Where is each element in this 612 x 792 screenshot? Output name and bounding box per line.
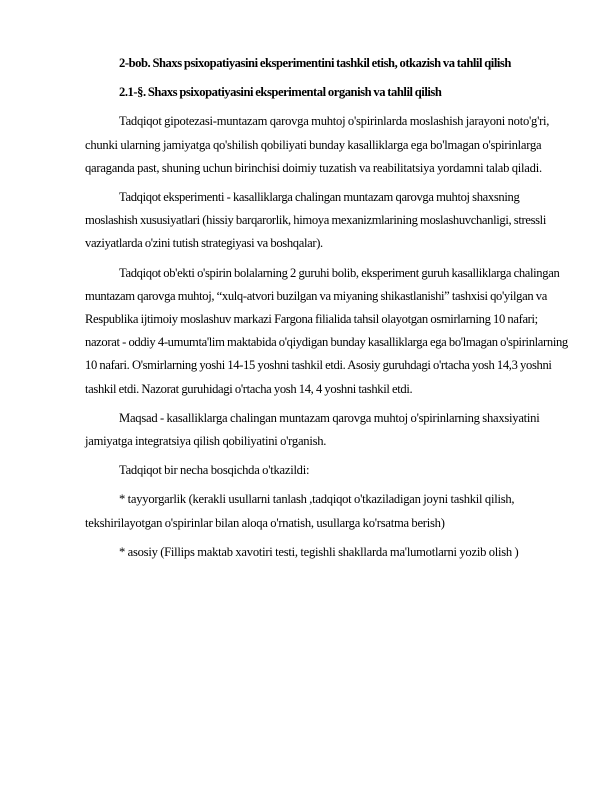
document-page (85, 52, 573, 570)
section-heading: 2.1-§. Shaxs psixopatiyasini eksperimental organish va tahlil qilish (119, 85, 442, 100)
paragraph-object: Tadqiqot ob'ekti o'spirin bolalarning 2 guruhi bolib, eksperiment guruh kasalliklarga chalingan muntazam qarovga muhtoj, “xulq-atvori buzilgan va miyaning shikastlanishi” tashxisi qo'yilgan va Respublika ijtimoiy moslashuv markazi Fargona filialida tahsil olayotgan osmirlarning 10 nafari; nazorat - oddiy 4-umumta'lim maktabida o'qiydigan bunday kasalliklarga ega bo'lmagan o'spirinlarning 10 nafari. O'smirlarning yoshi 14-15 yoshni tashkil etdi. Asosiy guruhdagi o'rtacha yosh 14,3 yoshni tashkil etdi. Nazorat guruhidagi o'rtacha yosh 14, 4 yoshni tashkil etdi. (85, 265, 568, 396)
paragraph-experiment: Tadqiqot eksperimenti - kasalliklarga chalingan muntazam qarovga muhtoj shaxsning moslashish xususiyatlari (hissiy barqarorlik, himoya mexanizmlarining moslashuvchanligi, stressli vaziyatlarda o'zini tutish strategiyasi va boshqalar). (85, 190, 546, 251)
paragraph-stage-preparation: * tayyorgarlik (kerakli usullarni tanlash ,tadqiqot o'tkaziladigan joyni tashkil qilish, tekshirilayotgan o'spirinlar bilan aloqa o'rnatish, usullarga ko'rsatma berish) (85, 492, 515, 530)
paragraph-hypothesis: Tadqiqot gipotezasi-muntazam qarovga muhtoj o'spirinlarda moslashish jarayoni noto'g'ri, chunki ularning jamiyatga qo'shilish qobiliyati bunday kasalliklarga ega bo'lmagan o'spirinlarga qaraganda past, shuning uchun birinchisi doimiy tuzatish va reabilitatsiya yordamni talab qiladi. (85, 114, 550, 175)
paragraph-goal: Maqsad - kasalliklarga chalingan muntazam qarovga muhtoj o'spirinlarning shaxsiyatini jamiyatga integratsiya qilish qobiliyatini o'rganish. (85, 410, 540, 449)
paragraph-stages-intro: Tadqiqot bir necha bosqichda o'tkazildi: (119, 463, 310, 478)
paragraph-stage-main: * asosiy (Fillips maktab xavotiri testi, tegishli shakllarda ma'lumotlarni yozib olish ) (119, 544, 519, 559)
chapter-heading: 2-bob. Shaxs psixopatiyasini eksperimentini tashkil etish, otkazish va tahlil qilish (119, 56, 511, 70)
